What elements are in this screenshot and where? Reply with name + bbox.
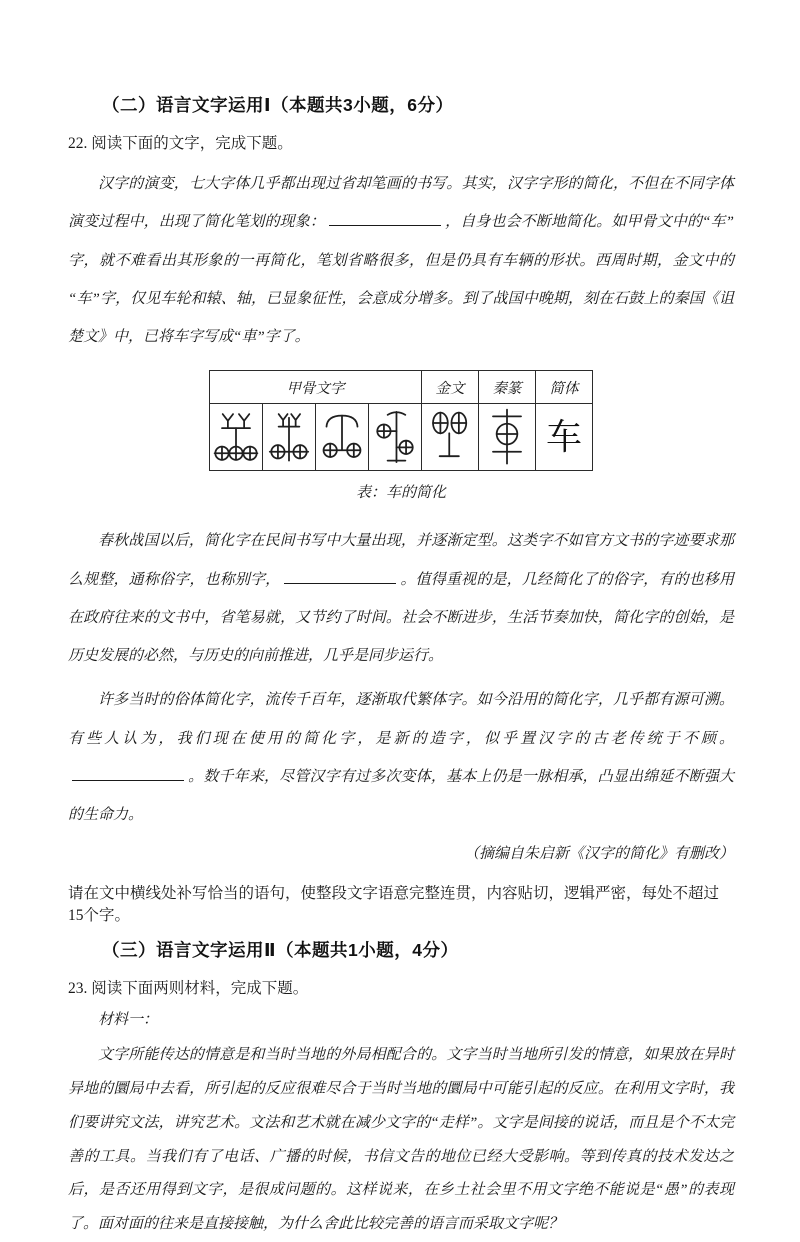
material-1-label: 材料一： — [98, 1012, 159, 1029]
oracle-car-glyph-2 — [263, 404, 316, 471]
oracle-car-2-icon — [263, 406, 315, 468]
q22-task-instruction: 请在文中横线处补写恰当的语句，使整段文字语意完整连贯，内容贴切，逻辑严密，每处不超过15个字。 — [68, 885, 720, 925]
material-1-text: 文字所能传达的情意是和当时当地的外局相配合的。文字当时当地所引发的情意，如果放在异时异地的圜局中去看，所引起的反应很难尽合于当时当地的圜局中可能引起的反应。在利用文字时，我们要讲究文法，讲究艺术。文法和艺术就在减少文字的“走样”。文字是间接的说话，而且是个不太完善的工具。当我们有了电话、广播的时候，书信文告的地位已经大受影响。等到传真的技术发达之后，是否还用得到文字，是很成问题的。这样说来，在乡土社会里不用文字绝不能说是“愚”的表现了。面对面的往来是直接接触，为什么舍此比较完善的语言而采取文字呢？ — [68, 1047, 734, 1232]
car-simplification-table-wrapper — [68, 370, 734, 471]
source-attribution: （摘编自朱启新《汉字的简化》有删改） — [463, 846, 734, 863]
header-simplified: 简体 — [536, 371, 593, 404]
header-bronze-script: 金文 — [422, 371, 479, 404]
fill-in-blank-1 — [329, 223, 441, 226]
oracle-car-4-icon — [369, 406, 421, 468]
q22-paragraph-3 — [68, 681, 734, 834]
section-iii-heading: （三）语言文字运用Ⅱ（本题共1小题，4分） — [102, 940, 459, 961]
bronze-car-icon — [424, 406, 476, 468]
seal-car-icon — [481, 406, 533, 468]
car-simplification-table — [209, 370, 593, 471]
table-glyph-row — [210, 404, 593, 471]
paragraph-text: 春秋战国以后，简化字在民间书写中大量出现，并逐渐定型。这类字不如官方文书的字迹要求那么规整，通称俗字，也称别字， — [68, 533, 734, 588]
table-caption: 表：车的简化 — [355, 485, 446, 502]
header-qin-seal: 秦篆 — [479, 371, 536, 404]
paragraph-text: 许多当时的俗体简化字，流传千百年，逐渐取代繁体字。如今沿用的简化字，几乎都有源可溯。有些人认为，我们现在使用的简化字，是新的造字，似乎置汉字的古老传统于不顾。 — [68, 692, 734, 747]
section-ii-heading: （二）语言文字运用Ⅰ（本题共3小题，6分） — [102, 95, 454, 115]
q22-paragraph-2 — [68, 522, 734, 675]
oracle-car-3-icon — [316, 406, 368, 468]
oracle-car-glyph-1 — [210, 404, 263, 471]
paragraph-text: 汉字的演变，七大字体几乎都出现过省却笔画的书写。其实，汉字字形的简化，不但在不同字体演变过程中，出现了简化笔划的现象： — [68, 176, 734, 231]
paragraph-text: ，自身也会不断地简化。如甲骨文中的“车”字，就不难看出其形象的一再简化，笔划省略很多，但是仍具有车辆的形状。西周时期，金文中的“车”字，仅见车轮和辕、轴，已显象征性，会意成分增多。到了战国中晚期，刻在石鼓上的秦国《诅楚文》中，已将车字写成“車”字了。 — [68, 214, 734, 345]
seal-car-glyph — [479, 404, 536, 471]
q22-paragraph-1 — [68, 165, 734, 356]
oracle-car-1-icon — [210, 406, 262, 468]
question-22-intro: 22. 阅读下面的文字，完成下题。 — [68, 135, 293, 152]
header-oracle-script: 甲骨文字 — [210, 371, 422, 404]
fill-in-blank-3 — [72, 778, 184, 781]
paragraph-text: 。数千年来，尽管汉字有过多次变体，基本上仍是一脉相承，凸显出绵延不断强大的生命力。 — [68, 768, 734, 823]
simplified-car-cell — [536, 404, 593, 471]
paragraph-text: 。值得重视的是，几经简化了的俗字，有的也移用在政府往来的文书中，省笔易就，又节约了时间。社会不断进步，生活节奏加快，简化字的创始，是历史发展的必然，与历史的向前推进，几乎是同步运行。 — [68, 571, 734, 664]
bronze-car-glyph — [422, 404, 479, 471]
oracle-car-glyph-4 — [369, 404, 422, 471]
simplified-car-char: 车 — [545, 417, 582, 458]
question-23-intro: 23. 阅读下面两则材料，完成下题。 — [68, 980, 309, 998]
table-header-row — [210, 371, 593, 404]
fill-in-blank-2 — [284, 581, 396, 584]
oracle-car-glyph-3 — [316, 404, 369, 471]
